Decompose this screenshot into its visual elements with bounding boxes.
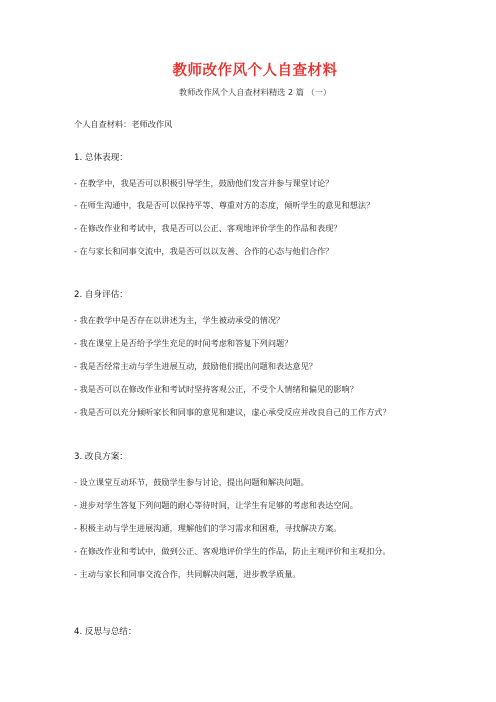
section-2-item: - 我是否可以充分倾听家长和同事的意见和建议，虚心承受反应并改良自己的工作方式？ — [74, 407, 391, 417]
section-2-item: - 我是否可以在修改作业和考试时坚持客观公正，不受个人情绪和偏见的影响？ — [74, 384, 358, 394]
document-subtitle: 教师改作风个人自查材料精选 2 篇 （一） — [178, 87, 332, 97]
section-2-item: - 我在教学中是否存在以讲述为主，学生被动承受的情况？ — [74, 315, 285, 325]
section-3-item: - 积极主动与学生进展沟通，理解他们的学习需求和困难，寻找解决方案。 — [74, 523, 342, 533]
section-3-item: - 设立课堂互动环节，鼓励学生参与讨论，提出问题和解决问题。 — [74, 477, 309, 487]
section-1-item: - 在师生沟通中，我是否可以保持平等、尊重对方的态度，倾听学生的意见和想法？ — [74, 200, 375, 210]
section-2-item: - 我是否经常主动与学生进展互动，鼓励他们提出问题和表达意见？ — [74, 361, 317, 371]
section-3-item: - 在修改作业和考试中，做到公正、客观地评价学生的作品，防止主观评价和主观扣分。 — [74, 546, 391, 556]
section-2-item: - 我在课堂上是否给予学生充足的时间考虑和答复下列问题？ — [74, 338, 293, 348]
section-1-item: - 在教学中，我是否可以积极引导学生，鼓励他们发言并参与课堂讨论？ — [74, 178, 334, 188]
section-3-item: - 主动与家长和同事交流合作，共同解决问题，进步教学质量。 — [74, 569, 301, 579]
section-1-heading: 1. 总体表现： — [74, 153, 128, 163]
intro-line: 个人自查材料：老师改作风 — [74, 119, 173, 129]
section-3-heading: 3. 改良方案： — [74, 452, 128, 462]
section-1-item: - 在修改作业和考试中，我是否可以公正、客观地评价学生的作品和表现？ — [74, 223, 342, 233]
section-4-heading: 4. 反思与总结： — [74, 627, 137, 637]
section-1-item: - 在与家长和同事交流中，我是否可以以友善、合作的心态与他们合作？ — [74, 246, 334, 256]
section-3-item: - 进步对学生答复下列问题的耐心等待时间，让学生有足够的考虑和表达空间。 — [74, 500, 358, 510]
section-2-heading: 2. 自身评估： — [74, 290, 128, 300]
document-title: 教师改作风个人自查材料 — [172, 63, 338, 79]
